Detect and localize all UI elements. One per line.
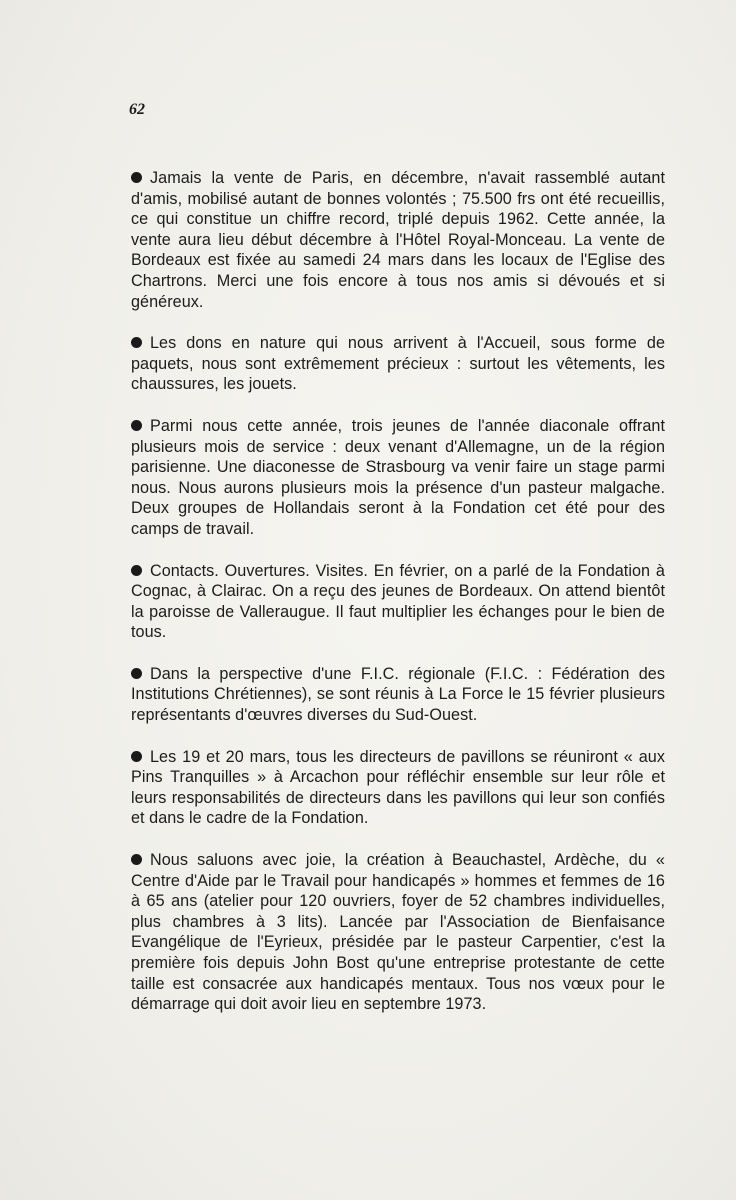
paragraph-text: Les 19 et 20 mars, tous les directeurs de pavillons se réuniront « aux Pins Tranquilles » à Arcachon pour réfléchir ensemble sur leur rôle et leurs responsabilités de directeurs dans les pavillons qui leur son confiés et dans le cadre de la Fondation. xyxy=(131,747,665,828)
paragraph-text: Contacts. Ouvertures. Visites. En février, on a parlé de la Fondation à Cognac, à Clairac. On a reçu des jeunes de Bordeaux. On attend bientôt la paroisse de Valleraugue. Il faut multiplier les échanges pour le bien de tous. xyxy=(131,561,665,642)
body-text xyxy=(131,168,665,1036)
bullet-icon xyxy=(131,751,142,762)
paragraph-text: Les dons en nature qui nous arrivent à l'Accueil, sous forme de paquets, nous sont extrêmement précieux : surtout les vêtements, les chaussures, les jouets. xyxy=(131,334,665,394)
bullet-icon xyxy=(131,854,142,865)
paragraph xyxy=(131,747,665,829)
page-number: 62 xyxy=(129,101,145,118)
paragraph xyxy=(131,416,665,540)
bullet-icon xyxy=(131,668,142,679)
bullet-icon xyxy=(131,337,142,348)
bullet-icon xyxy=(131,172,142,183)
bullet-icon xyxy=(131,420,142,431)
paragraph xyxy=(131,333,665,395)
paragraph-text: Dans la perspective d'une F.I.C. régionale (F.I.C. : Fédération des Institutions Chrétiennes), se sont réunis à La Force le 15 février plusieurs représentants d'œuvres diverses du Sud-Ouest. xyxy=(131,664,665,725)
paragraph-text: Jamais la vente de Paris, en décembre, n'avait rassemblé autant d'amis, mobilisé autant de bonnes volontés ; 75.500 frs ont été recueillis, ce qui constitue un chiffre record, triplé depuis 1962. Cette année, la vente aura lieu début décembre à l'Hôtel Royal-Monceau. La vente de Bordeaux est fixée au samedi 24 mars dans les locaux de l'Eglise des Chartrons. Merci une fois encore à tous nos amis si dévoués et si généreux. xyxy=(131,169,665,311)
paragraph xyxy=(131,561,665,643)
bullet-icon xyxy=(131,565,142,576)
paragraph-text: Nous saluons avec joie, la création à Beauchastel, Ardèche, du « Centre d'Aide par le Travail pour handicapés » hommes et femmes de 16 à 65 ans (atelier pour 120 ouvriers, foyer de 52 chambres individuelles, plus chambres à 3 lits). Lancée par l'Association de Bienfaisance Evangélique de l'Eyrieux, présidée par le pasteur Carpentier, c'est la première fois depuis John Bost qu'une entreprise protestante de cette taille est consacrée aux handicapés mentaux. Tous nos vœux pour le démarrage qui doit avoir lieu en septembre 1973. xyxy=(131,851,665,1014)
paragraph xyxy=(131,168,665,312)
paragraph xyxy=(131,850,665,1015)
paragraph xyxy=(131,664,665,726)
paragraph-text: Parmi nous cette année, trois jeunes de l'année diaconale offrant plusieurs mois de service : deux venant d'Allemagne, un de la région parisienne. Une diaconesse de Strasbourg va venir faire un stage parmi nous. Nous aurons plusieurs mois la présence d'un pasteur malgache. Deux groupes de Hollandais seront à la Fondation cet été pour des camps de travail. xyxy=(131,416,665,538)
